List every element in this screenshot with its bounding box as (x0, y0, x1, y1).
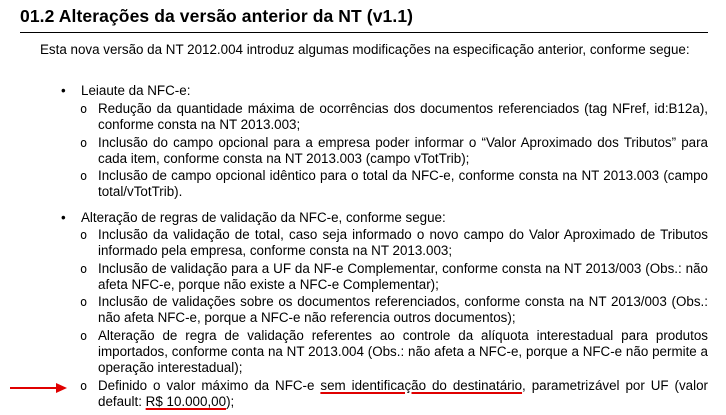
list-item: o Inclusão da validação de total, caso seja informado o novo campo do Valor Aproximado de Tributos informado pela empresa, conforme consta na NT 2013.003; (80, 227, 708, 259)
list-item: o Inclusão do campo opcional para a empresa poder informar o “Valor Aproximado dos Tributos” para cada item, conforme consta na NT 2013.003 (campo vTotTrib); (80, 135, 708, 167)
circle-bullet-icon: o (80, 102, 88, 116)
bullet-dot-icon: • (61, 83, 66, 98)
item-text-middle: , parametrizável por UF (valor default: (98, 378, 708, 410)
bullet-dot-icon: • (61, 210, 66, 225)
list-item: o Redução da quantidade máxima de ocorrências dos documentos referenciados (tag NFref, id:B12a), conforme consta na NT 2013.003; (80, 101, 708, 133)
red-arrow-icon (10, 382, 68, 394)
circle-bullet-icon: o (80, 228, 88, 242)
bullet-label: Alteração de regras de validação da NFC-e, conforme segue: (81, 210, 446, 225)
highlight-default-value: R$ 10.000,00 (145, 394, 227, 410)
bullet-label: Leiaute da NFC-e: (81, 83, 191, 98)
section-heading: 01.2 Alterações da versão anterior da NT (v1.1) (20, 6, 414, 26)
highlight-no-recipient: sem identificação do destinatário (320, 378, 523, 393)
item-text-before: Definido o valor máximo da NFC-e (98, 378, 321, 393)
list-item: o Inclusão de validação para a UF da NF-e Complementar, conforme consta na NT 2013/003 (Obs.: não afeta NFC-e, porque não existe a NFC-e Complementar); (80, 261, 708, 293)
list-item: o Alteração de regra de validação referentes ao controle da alíquota interestadual para produtos importados, conforme conta na NT 2013.004 (Obs.: não afeta a NFC-e, porque a NFC-e não permite a operação interestadual); (80, 328, 708, 376)
circle-bullet-icon: o (80, 295, 88, 309)
list-item: o Inclusão de validações sobre os documentos referenciados, conforme consta na NT 2013/003 (Obs.: não afeta NFC-e, porque a NFC-e não referencia outros documentos); (80, 294, 708, 326)
circle-bullet-icon: o (80, 329, 88, 343)
list-item: o Inclusão de campo opcional idêntico para o total da NFC-e, conforme consta na NT 2013.003 (campo total/vTotTrib). (80, 168, 708, 200)
circle-bullet-icon: o (80, 136, 88, 150)
intro-paragraph: Esta nova versão da NT 2012.004 introduz algumas modificações na especificação anterior, conforme segue: (40, 42, 690, 57)
circle-bullet-icon: o (80, 379, 88, 393)
list-item-highlighted (80, 378, 708, 410)
circle-bullet-icon: o (80, 169, 88, 183)
heading-rule (20, 32, 708, 33)
circle-bullet-icon: o (80, 262, 88, 276)
item-text-after: ); (226, 394, 235, 410)
